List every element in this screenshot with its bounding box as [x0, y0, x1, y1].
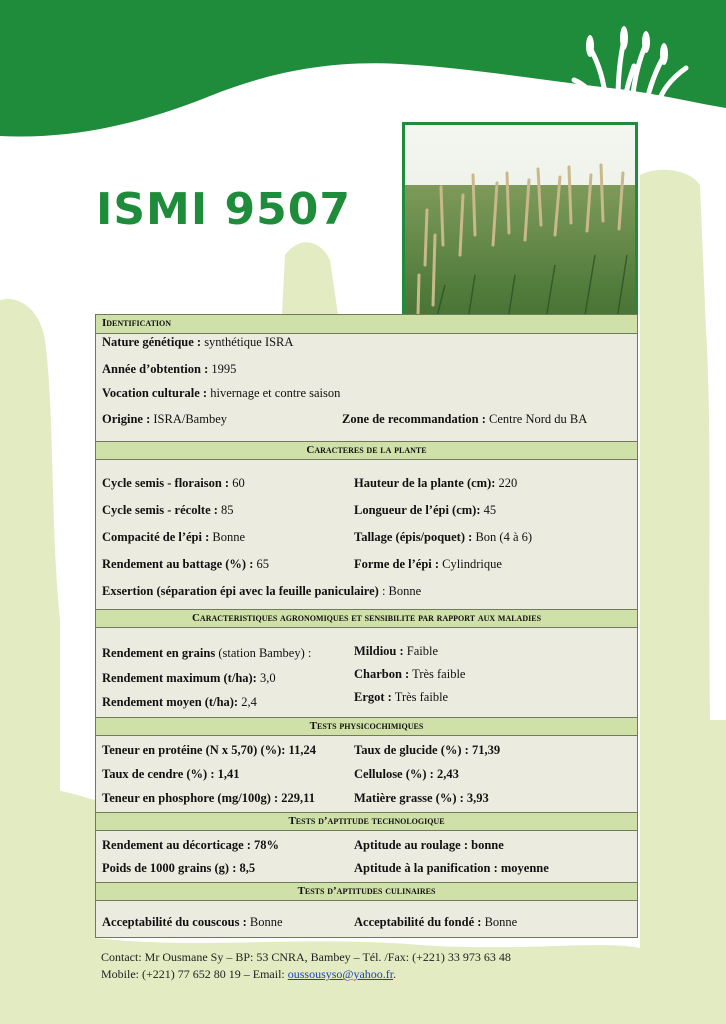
nature-genetique: Nature génétique : synthétique ISRA — [102, 335, 294, 349]
aptitude-roulage: Aptitude au roulage : bonne — [354, 838, 504, 852]
email-link[interactable]: oussousyso@yahoo.fr — [287, 967, 394, 981]
rendement-moyen: Rendement moyen (t/ha): 2,4 — [102, 695, 257, 709]
matiere-grasse: Matière grasse (%) : 3,93 — [354, 791, 489, 805]
mildiou: Mildiou : Faible — [354, 644, 439, 658]
charbon: Charbon : Très faible — [354, 667, 466, 681]
contact-line: Contact: Mr Ousmane Sy – BP: 53 CNRA, Bambey – Tél. /Fax: (+221) 33 973 63 48 — [101, 950, 511, 964]
aptitude-panification: Aptitude à la panification : moyenne — [354, 861, 549, 875]
zone-recommandation: Zone de recommandation : Centre Nord du BA — [342, 412, 588, 426]
rendement-battage: Rendement au battage (%) : 65 — [102, 557, 269, 571]
origine: Origine : ISRA/Bambey — [102, 412, 227, 426]
variety-datasheet — [95, 314, 638, 938]
annee-obtention: Année d’obtention : 1995 — [102, 362, 237, 376]
longueur-epi: Longueur de l’épi (cm): 45 — [354, 503, 497, 517]
section-heading-culinaire: Tests d’aptitudes culinaires — [96, 882, 637, 901]
section-heading-technologique: Tests d’aptitude technologique — [96, 812, 637, 831]
rendement-decorticage: Rendement au décorticage : 78% — [102, 838, 280, 852]
teneur-phosphore: Teneur en phosphore (mg/100g) : 229,11 — [102, 791, 315, 805]
section-heading-identification: Identification — [96, 315, 637, 334]
contact-mobile-line: Mobile: (+221) 77 652 80 19 – Email: oussousyso@yahoo.fr. — [101, 967, 397, 981]
cycle-floraison: Cycle semis - floraison : 60 — [102, 476, 245, 490]
hauteur-plante: Hauteur de la plante (cm): 220 — [354, 476, 518, 490]
page-title: ISMI 9507 — [96, 184, 351, 235]
taux-glucide: Taux de glucide (%) : 71,39 — [354, 743, 501, 757]
cycle-recolte: Cycle semis - récolte : 85 — [102, 503, 234, 517]
tallage: Tallage (épis/poquet) : Bon (4 à 6) — [354, 530, 533, 544]
section-heading-physicochimiques: Tests physicochimiques — [96, 717, 637, 736]
forme-epi: Forme de l’épi : Cylindrique — [354, 557, 502, 571]
vocation-culturale: Vocation culturale : hivernage et contre saison — [102, 386, 341, 400]
rendement-grains: Rendement en grains (station Bambey) : — [102, 646, 312, 660]
section-heading-agronomie: Caracteristiques agronomiques et sensibilite par rapport aux maladies — [96, 609, 637, 628]
teneur-proteine: Teneur en protéine (N x 5,70) (%): 11,24 — [102, 743, 316, 757]
exsertion: Exsertion (séparation épi avec la feuille paniculaire) : Bonne — [102, 584, 422, 598]
poids-1000-grains: Poids de 1000 grains (g) : 8,5 — [102, 861, 256, 875]
taux-cendre: Taux de cendre (%) : 1,41 — [102, 767, 240, 781]
ergot: Ergot : Très faible — [354, 690, 449, 704]
compacite-epi: Compacité de l’épi : Bonne — [102, 530, 246, 544]
cellulose: Cellulose (%) : 2,43 — [354, 767, 459, 781]
rendement-maximum: Rendement maximum (t/ha): 3,0 — [102, 671, 276, 685]
acceptabilite-fonde: Acceptabilité du fondé : Bonne — [354, 915, 518, 929]
section-heading-plante: Caracteres de la plante — [96, 441, 637, 460]
acceptabilite-couscous: Acceptabilité du couscous : Bonne — [102, 915, 283, 929]
